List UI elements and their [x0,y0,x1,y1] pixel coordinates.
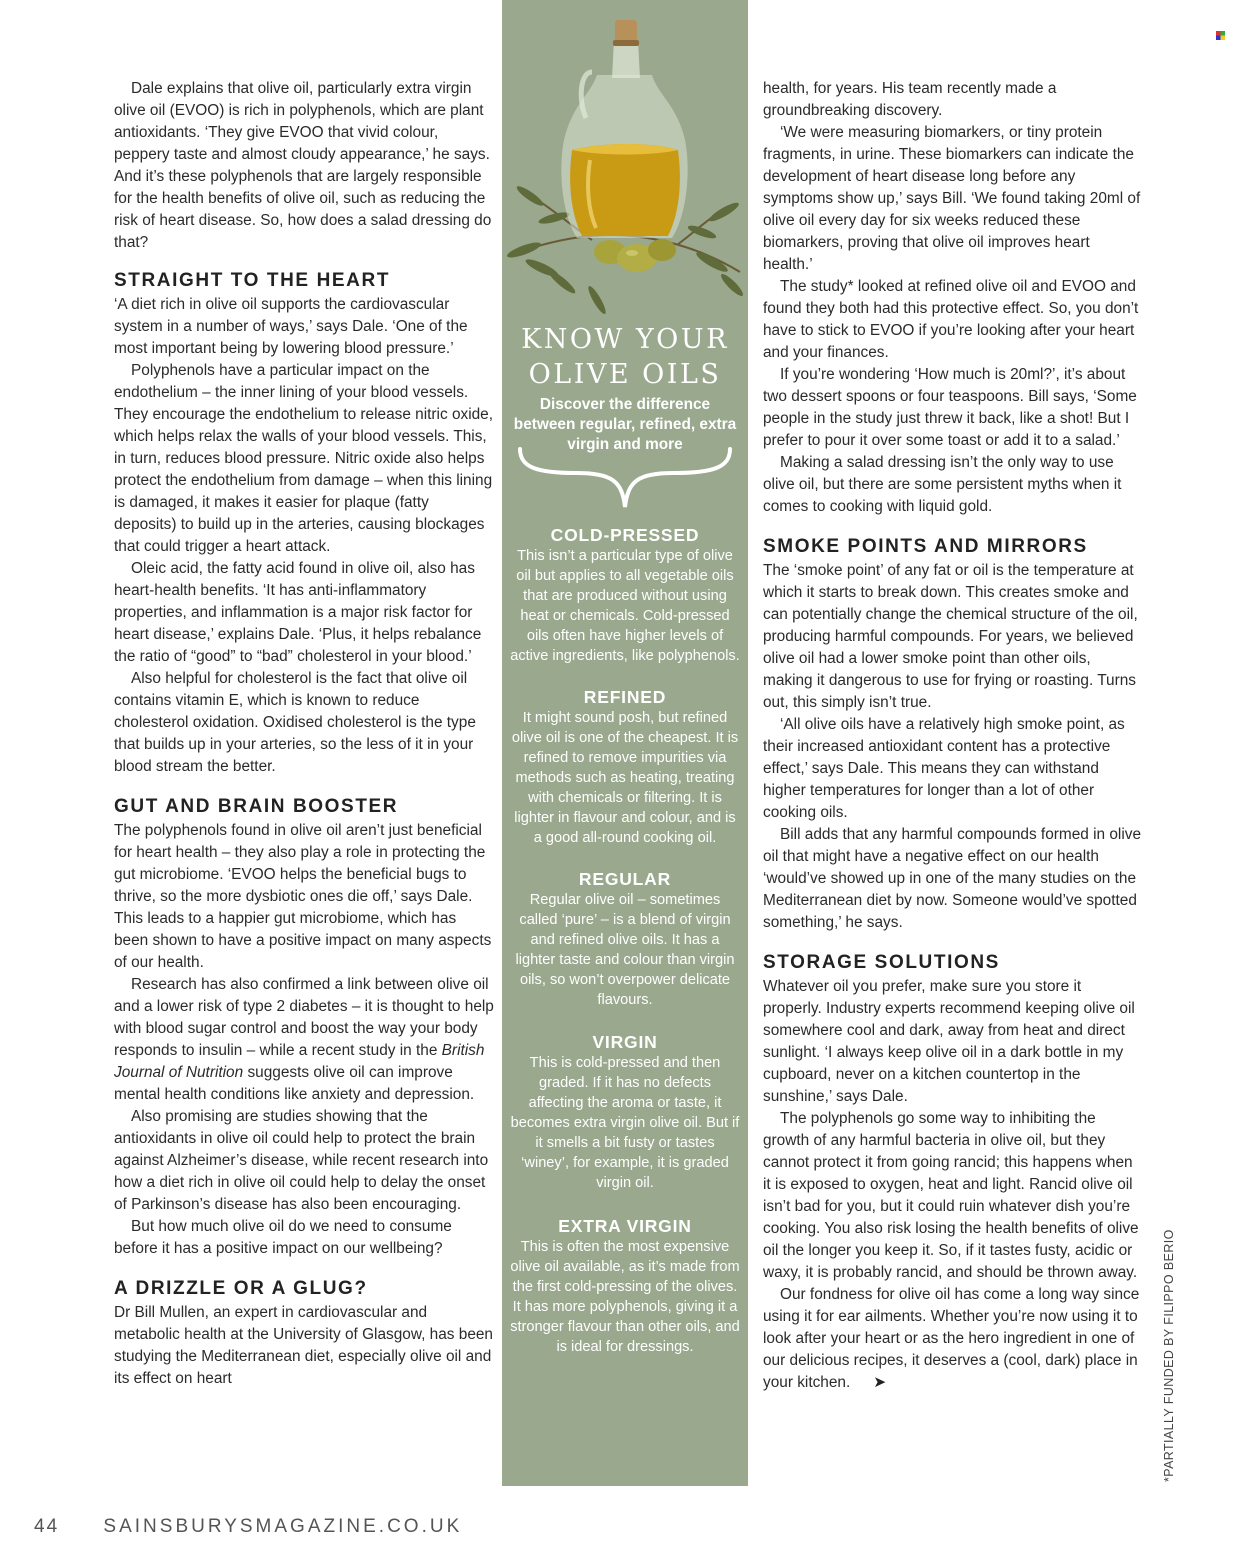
sidebar-title [502,322,748,392]
section-heading: GUT AND BRAIN BOOSTER [114,796,399,817]
sidebar-subtitle: Discover the difference between regular, refined, extra virgin and more [513,396,737,453]
text-run: suggests olive oil can improve mental health conditions like anxiety and depression. [114,1064,475,1103]
end-arrow-icon: ➤ [873,1374,887,1391]
page-footer [34,1516,462,1538]
paragraph: If you’re wondering ‘How much is 20ml?’, it’s about two dessert spoons or four teaspoons. Bill says, ‘Some people in the study just threw it back, like a shot! But I prefer to pour it over some toast or add it to a salad.’ [763,366,1137,449]
paragraph: The polyphenols go some way to inhibiting the growth of any harmful bacteria in olive oil, but they cannot protect it from going rancid; this happens when it is exposed to oxygen, heat and light. Rancid olive oil isn’t bad for you, but it could ruin whatever dish you’re cooking. You also risk losing the health benefits of olive oil the longer you keep it. So, if it tastes fusty, acidic or waxy, it is probably rancid, and should be thrown away. [763,1110,1139,1281]
section-heading: A DRIZZLE OR A GLUG? [114,1278,368,1299]
magazine-url: SAINSBURYSMAGAZINE.CO.UK [103,1516,463,1537]
final-paragraph [763,1284,1143,1394]
sidebar-title-line: OLIVE OILS [528,359,722,390]
paragraph: Dale explains that olive oil, particularly extra virgin olive oil (EVOO) is rich in polyphenols, which are plant antioxidants. ‘They give EVOO that vivid colour, peppery taste and almost cloudy appearance,’ he says. And it’s these polyphenols that are largely responsible for the health benefits of olive oil, such as reducing the risk of heart disease. So, how does a salad dressing do that? [114,80,492,251]
paragraph: Oleic acid, the fatty acid found in olive oil, also has heart-health benefits. ‘It has anti-inflammatory properties, and inflammation is a major risk factor for heart disease,’ explains Dale. ‘Plus, it helps rebalance the ratio of “good” to “bad” cholesterol in your blood.’ [114,560,482,665]
paragraph: Also promising are studies showing that the antioxidants in olive oil could help to protect the brain against Alzheimer’s disease, while recent research into how a diet rich in olive oil could help to delay the onset of Parkinson’s disease has also been encouraging. [114,1108,489,1213]
paragraph: ‘A diet rich in olive oil supports the cardiovascular system in a number of ways,’ says Dale. ‘One of the most important being by lowering blood pressure.’ [114,296,468,357]
olives [594,239,676,272]
oil-type-cold-pressed [510,524,740,666]
paragraph: ‘All olive oils have a relatively high smoke point, as their increased antioxidant content has a protective effect,’ says Dale. This means they can withstand higher temperatures for longer than a lot of other cooking oils. [763,716,1125,821]
glass-bottle [561,20,687,238]
oil-type-text: This is often the most expensive olive oil available, as it’s made from the first cold-pressing of the olives. It has more polyphenols, giving it a stronger flavour than other oils, and is ideal for dressings. [510,1239,740,1355]
oil-type-heading: COLD-PRESSED [550,525,700,545]
oil-type-virgin [510,1031,740,1193]
paragraph: Also helpful for cholesterol is the fact that olive oil contains vitamin E, which is known to reduce cholesterol oxidation. Oxidised cholesterol is the type that builds up in your arteries, so the less of it in your blood stream the better. [114,670,476,775]
oil-type-heading: EXTRA VIRGIN [558,1216,692,1236]
section-heading: SMOKE POINTS AND MIRRORS [763,536,1088,557]
paragraph: The study* looked at refined olive oil and EVOO and found they both had this protective effect. So, you don’t have to stick to EVOO if you’re looking after your heart and your finances. [763,278,1139,361]
oil-type-refined [510,686,740,848]
paragraph: health, for years. His team recently made a groundbreaking discovery. [763,80,1057,119]
oil-type-heading: VIRGIN [592,1032,658,1052]
oil-type-text: Regular olive oil – sometimes called ‘pure’ – is a blend of virgin and refined olive oils. It has a lighter taste and colour than virgin oils, so won’t overpower delicate flavours. [515,892,735,1008]
paragraph: But how much olive oil do we need to consume before it has a positive impact on our wellbeing? [114,1218,452,1257]
text-run: Research has also confirmed a link between olive oil and a lower risk of type 2 diabetes – it is thought to help with blood sugar control and boost the way your body responds to insulin – while a recent study in the [114,976,494,1059]
sidebar-sections [510,524,740,1377]
journal-title: British Journal of Nutrition [114,1042,485,1081]
oil-type-heading: REGULAR [578,869,672,889]
paragraph: The polyphenols found in olive oil aren’t just beneficial for heart health – they also play a role in protecting the gut microbiome. ‘EVOO helps the beneficial bugs to thrive, so the more dysbiotic ones die off,’ says Dale. This leads to a happier gut microbiome, which has been shown to have a positive impact on many aspects of our health. [114,822,492,971]
paragraph: Polyphenols have a particular impact on the endothelium – the inner lining of your blood vessels. They encourage the endothelium to release nitric oxide, which helps relax the walls of your blood vessels. This, in turn, reduces blood pressure. Nitric oxide also helps protect the endothelium from damage – when this lining is damaged, it makes it easier for plaque (fatty deposits) to build up in the arteries, causing blockages that could trigger a heart attack. [114,362,494,555]
curly-brace-divider [516,445,734,515]
sidebar-title-line: KNOW YOUR [521,324,729,355]
paragraph: ‘We were measuring biomarkers, or tiny protein fragments, in urine. These biomarkers can indicate the development of heart disease long before any symptoms show up,’ says Bill. ‘We found taking 20ml of olive oil every day for six weeks reduced these biomarkers, proving that olive oil improves heart health.’ [763,124,1141,273]
paragraph: Whatever oil you prefer, make sure you store it properly. Industry experts recommend keeping olive oil somewhere cool and dark, away from heat and direct sunlight. ‘I always keep olive oil in a dark bottle in my cupboard, never on a kitchen countertop in the sunshine,’ says Dale. [763,978,1135,1105]
paragraph: Dr Bill Mullen, an expert in cardiovascular and metabolic health at the University of Glasgow, has been studying the Mediterranean diet, especially olive oil and its effect on heart [114,1304,493,1387]
paragraph: The ‘smoke point’ of any fat or oil is the temperature at which it starts to break down. This creates smoke and can potentially change the chemical structure of the oil, producing harmful compounds. For years, we believed olive oil had a lower smoke point than other oils, making it dangerous to use for frying or roasting. Turns out, this simply isn’t true. [763,562,1138,711]
oil-type-regular [510,868,740,1010]
paragraph: Making a salad dressing isn’t the only way to use olive oil, but there are some persistent myths when it comes to cooking with liquid gold. [763,454,1122,515]
olive-oil-bottle-illustration [502,0,748,325]
article-right-column [763,78,1143,1394]
article-left-column [114,78,494,1390]
funding-credit: *PARTIALLY FUNDED BY FILIPPO BERIO [1162,1229,1176,1482]
section-heading: STRAIGHT TO THE HEART [114,270,391,291]
oil-type-extra-virgin [510,1215,740,1357]
text-run: Our fondness for olive oil has come a long way since using it for ear ailments. Whether you’re now using it to look after your heart or as the hero ingredient in one of our delicious recipes, it deserves a (cool, dark) place in your kitchen. [763,1286,1140,1391]
paragraph: Bill adds that any harmful compounds formed in olive oil that might have a negative effect on our health ‘would’ve showed up in one of the many studies on the Mediterranean diet by now. Someone would’ve spotted something,’ he says. [763,826,1142,931]
color-registration-mark-icon [1216,31,1225,40]
oil-type-heading: REFINED [583,687,667,707]
paragraph-with-citation [114,974,494,1106]
oil-type-text: This isn’t a particular type of olive oil but applies to all vegetable oils that are produced without using heat or chemicals. Cold-pressed oils often have higher levels of active ingredients, like polyphenols. [510,548,740,664]
oil-type-text: It might sound posh, but refined olive oil is one of the cheapest. It is refined to remove impurities via methods such as heating, treating with chemicals or filtering. It is lighter in flavour and colour, and is a good all-round cooking oil. [511,710,739,846]
section-heading: STORAGE SOLUTIONS [763,952,1000,973]
olive-oils-sidebar [502,0,748,1486]
oil-type-text: This is cold-pressed and then graded. If it has no defects affecting the aroma or taste, it becomes extra virgin olive oil. But if it smells a bit fusty or tastes ‘winey’, for example, it is graded virgin oil. [510,1055,740,1191]
page-number: 44 [34,1516,60,1537]
